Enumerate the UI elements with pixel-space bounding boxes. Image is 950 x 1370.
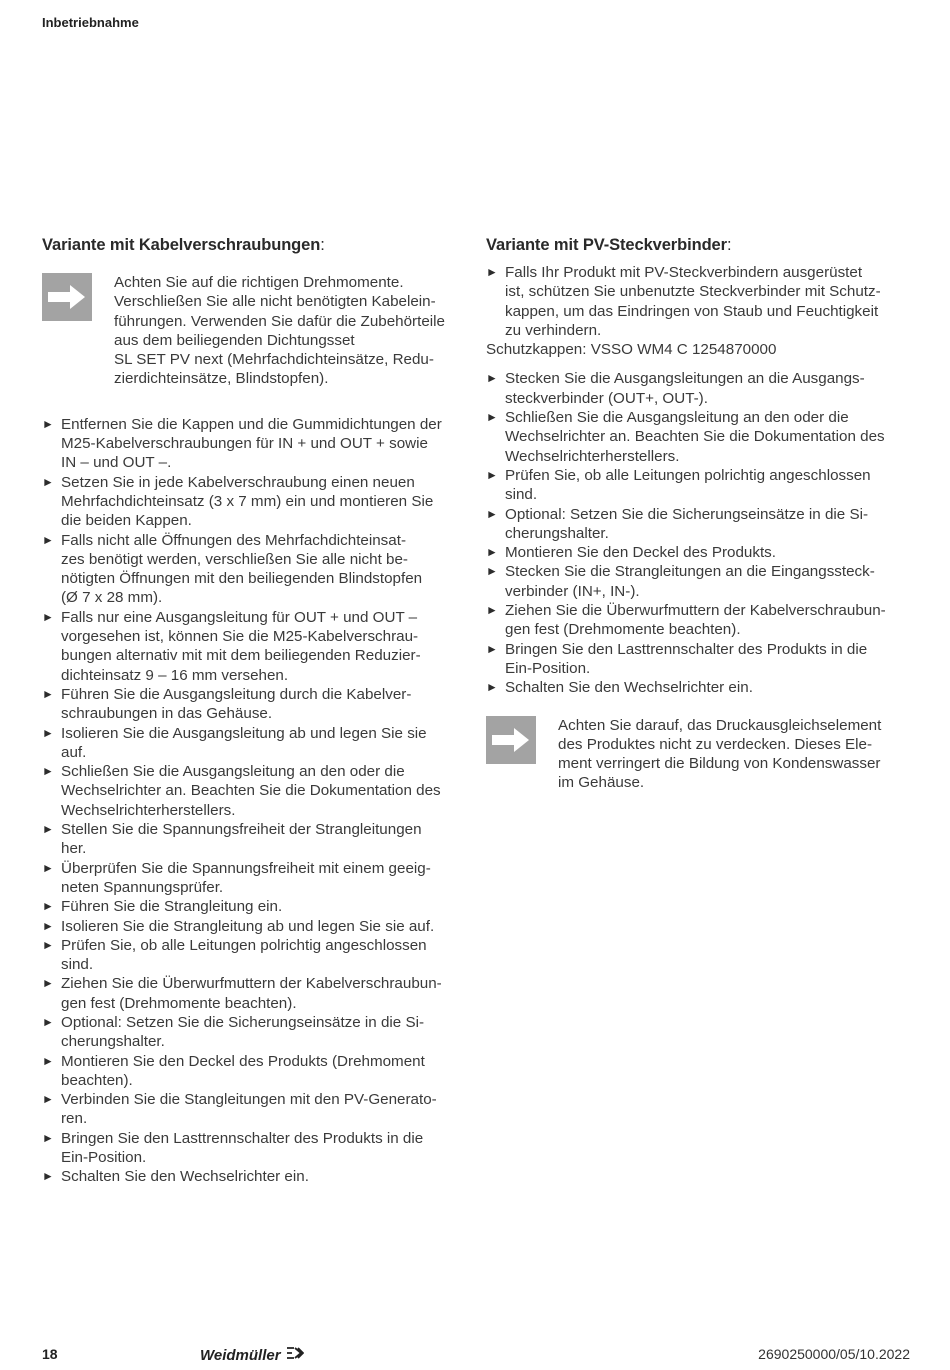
list-item-line: ► Entfernen Sie die Kappen und die Gummidichtungen der xyxy=(61,415,442,433)
right-section-title xyxy=(486,236,918,255)
left-note xyxy=(42,273,472,389)
arrow-right-icon xyxy=(42,273,92,321)
left-note-line: führungen. Verwenden Sie dafür die Zubehörteile xyxy=(114,312,445,330)
list-item-line: ► Setzen Sie in jede Kabelverschraubung einen neuen xyxy=(61,473,415,491)
list-item-line: Wechselrichter an. Beachten Sie die Dokumentation des xyxy=(505,428,885,446)
left-section-title xyxy=(42,236,472,255)
list-item xyxy=(42,936,472,975)
list-item-line: ► Ziehen Sie die Überwurfmuttern der Kabelverschraubun- xyxy=(61,975,442,993)
left-note-line: Verschließen Sie alle nicht benötigten Kabelein- xyxy=(114,293,436,311)
page-number: 18 xyxy=(42,1346,58,1362)
list-item-line: sind. xyxy=(61,956,94,974)
list-item-line: Mehrfachdichteinsatz (3 x 7 mm) ein und montieren Sie xyxy=(61,492,434,510)
list-item-line: bungen alternativ mit mit dem beiliegenden Reduzier- xyxy=(61,647,421,665)
list-item-line: ► Schalten Sie den Wechselrichter ein. xyxy=(505,679,753,697)
list-item xyxy=(42,473,472,531)
right-section-title-text: Variante mit PV-Steckverbinder xyxy=(486,236,727,254)
list-item-line: gen fest (Drehmomente beachten). xyxy=(505,621,741,639)
list-item-line: ► Stellen Sie die Spannungsfreiheit der Strangleitungen xyxy=(61,821,422,839)
list-item-line: ► Optional: Setzen Sie die Sicherungseinsätze in die Si- xyxy=(61,1013,425,1031)
right-section-title-colon: : xyxy=(726,236,732,254)
list-item-line: ► Bringen Sie den Lasttrennschalter des Produkts in die xyxy=(505,640,868,658)
brand-logo xyxy=(200,1346,304,1364)
document-reference: 2690250000/05/10.2022 xyxy=(758,1346,910,1362)
list-item xyxy=(42,974,472,1013)
list-item xyxy=(42,820,472,859)
list-item-line: ► Stecken Sie die Ausgangsleitungen an die Ausgangs- xyxy=(505,370,865,388)
list-item-line: dichteinsatz 9 – 16 mm versehen. xyxy=(61,666,289,684)
list-item-line: cherungshalter. xyxy=(505,524,609,542)
left-note-line: SL SET PV next (Mehrfachdichteinsätze, Redu- xyxy=(114,351,434,369)
list-item xyxy=(486,263,918,340)
right-column xyxy=(486,236,918,815)
arrow-right-icon xyxy=(486,716,536,764)
list-item xyxy=(486,369,918,408)
list-item-line: neten Spannungsprüfer. xyxy=(61,878,224,896)
list-item-line: ► Schließen Sie die Ausgangsleitung an den oder die xyxy=(61,763,405,781)
list-item-line: beachten). xyxy=(61,1071,133,1089)
list-item-line: ► Falls Ihr Produkt mit PV-Steckverbindern ausgerüstet xyxy=(505,264,863,281)
list-item-line: ► Falls nicht alle Öffnungen des Mehrfachdichteinsat- xyxy=(61,531,407,549)
list-item xyxy=(42,1013,472,1052)
right-note-line: im Gehäuse. xyxy=(558,774,645,792)
list-item-line: ist, schützen Sie unbenutzte Steckverbinder mit Schutz- xyxy=(505,283,881,301)
list-item xyxy=(42,1129,472,1168)
list-item xyxy=(42,685,472,724)
list-item-line: die beiden Kappen. xyxy=(61,512,192,530)
list-item-line: ► Falls nur eine Ausgangsleitung für OUT + und OUT – xyxy=(61,608,418,626)
list-item-line: ► Isolieren Sie die Strangleitung ab und legen Sie sie auf. xyxy=(61,917,435,935)
list-item xyxy=(42,724,472,763)
list-item xyxy=(486,640,918,679)
list-item xyxy=(486,408,918,466)
right-intro-list xyxy=(486,263,918,340)
right-note xyxy=(486,716,918,793)
list-item xyxy=(42,531,472,608)
list-item-line: vorgesehen ist, können Sie die M25-Kabelverschrau- xyxy=(61,628,419,646)
protective-caps-line: Schutzkappen: VSSO WM4 C 1254870000 xyxy=(486,341,777,359)
list-item-line: ► Verbinden Sie die Stangleitungen mit den PV-Generato- xyxy=(61,1091,437,1109)
list-item xyxy=(42,1167,472,1186)
list-item-line: Wechselrichter an. Beachten Sie die Dokumentation des xyxy=(61,782,441,800)
list-item-line: ► Prüfen Sie, ob alle Leitungen polrichtig angeschlossen xyxy=(61,936,427,954)
list-item xyxy=(42,762,472,820)
list-item-line: ► Schließen Sie die Ausgangsleitung an den oder die xyxy=(505,409,849,427)
section-label: Inbetriebnahme xyxy=(42,15,139,30)
list-item-line: ► Prüfen Sie, ob alle Leitungen polrichtig angeschlossen xyxy=(505,466,871,484)
list-item-line: Ein-Position. xyxy=(61,1149,147,1167)
list-item-line: ► Optional: Setzen Sie die Sicherungseinsätze in die Si- xyxy=(505,505,869,523)
list-item-line: nötigten Öffnungen mit den beiliegenden Blindstopfen xyxy=(61,570,423,588)
list-item-line: ► Isolieren Sie die Ausgangsleitung ab und legen Sie sie xyxy=(61,724,427,742)
list-item-line: sind. xyxy=(505,486,538,504)
list-item-line: zu verhindern. xyxy=(505,321,602,339)
right-note-line: des Produktes nicht zu verdecken. Dieses Ele- xyxy=(558,735,873,753)
brand-name: Weidmüller xyxy=(200,1346,281,1364)
list-item-line: auf. xyxy=(61,743,87,761)
list-item-line: ► Montieren Sie den Deckel des Produkts. xyxy=(505,544,776,562)
list-item xyxy=(486,678,918,697)
list-item-line: ► Führen Sie die Ausgangsleitung durch die Kabelver- xyxy=(61,685,412,703)
left-steps-list xyxy=(42,415,472,1187)
weidmueller-logo-icon xyxy=(286,1346,304,1364)
list-item xyxy=(42,917,472,936)
list-item-line: IN – und OUT –. xyxy=(61,454,172,472)
right-note-line: ment verringert die Bildung von Kondenswasser xyxy=(558,755,881,773)
list-item-line: ► Montieren Sie den Deckel des Produkts (Drehmoment xyxy=(61,1052,425,1070)
list-item-line: M25-Kabelverschraubungen für IN + und OUT + sowie xyxy=(61,435,428,453)
list-item-line: ► Schalten Sie den Wechselrichter ein. xyxy=(61,1168,309,1186)
left-note-line: Achten Sie auf die richtigen Drehmomente. xyxy=(114,274,404,291)
list-item-line: zes benötigt werden, verschließen Sie alle nicht be- xyxy=(61,550,408,568)
list-item-line: ► Überprüfen Sie die Spannungsfreiheit mit einem geeig- xyxy=(61,859,431,877)
list-item xyxy=(486,505,918,544)
list-item-line: cherungshalter. xyxy=(61,1033,165,1051)
right-note-line: Achten Sie darauf, das Druckausgleichselement xyxy=(558,716,882,734)
left-note-line: zierdichteinsätze, Blindstopfen). xyxy=(114,370,329,388)
left-note-line: aus dem beiliegenden Dichtungsset xyxy=(114,331,355,349)
list-item-line: ► Ziehen Sie die Überwurfmuttern der Kabelverschraubun- xyxy=(505,602,886,620)
list-item xyxy=(486,543,918,562)
list-item-line: her. xyxy=(61,840,87,858)
list-item xyxy=(486,466,918,505)
list-item xyxy=(42,897,472,916)
list-item xyxy=(42,415,472,473)
list-item xyxy=(42,608,472,685)
list-item xyxy=(486,601,918,640)
list-item-line: steckverbinder (OUT+, OUT-). xyxy=(505,389,708,407)
list-item xyxy=(42,1090,472,1129)
right-note-text xyxy=(558,716,918,793)
left-note-text xyxy=(114,273,472,389)
list-item-line: ren. xyxy=(61,1110,88,1128)
list-item-line: ► Führen Sie die Strangleitung ein. xyxy=(61,898,283,916)
list-item-line: kappen, um das Eindringen von Staub und Feuchtigkeit xyxy=(505,302,879,320)
list-item-line: ► Bringen Sie den Lasttrennschalter des Produkts in die xyxy=(61,1129,424,1147)
right-steps-list xyxy=(486,369,918,697)
list-item xyxy=(42,859,472,898)
list-item-line: Ein-Position. xyxy=(505,659,591,677)
list-item xyxy=(42,1052,472,1091)
list-item-line: Wechselrichterherstellers. xyxy=(61,801,236,819)
list-item-line: gen fest (Drehmomente beachten). xyxy=(61,994,297,1012)
list-item-line: verbinder (IN+, IN-). xyxy=(505,582,640,600)
left-section-title-colon: : xyxy=(320,236,325,254)
left-column xyxy=(42,236,472,1187)
left-section-title-text: Variante mit Kabelverschraubungen xyxy=(42,236,321,254)
list-item xyxy=(486,562,918,601)
list-item-line: Wechselrichterherstellers. xyxy=(505,447,680,465)
list-item-line: (Ø 7 x 28 mm). xyxy=(61,589,163,607)
list-item-line: ► Stecken Sie die Strangleitungen an die Eingangssteck- xyxy=(505,563,875,581)
list-item-line: schraubungen in das Gehäuse. xyxy=(61,705,273,723)
